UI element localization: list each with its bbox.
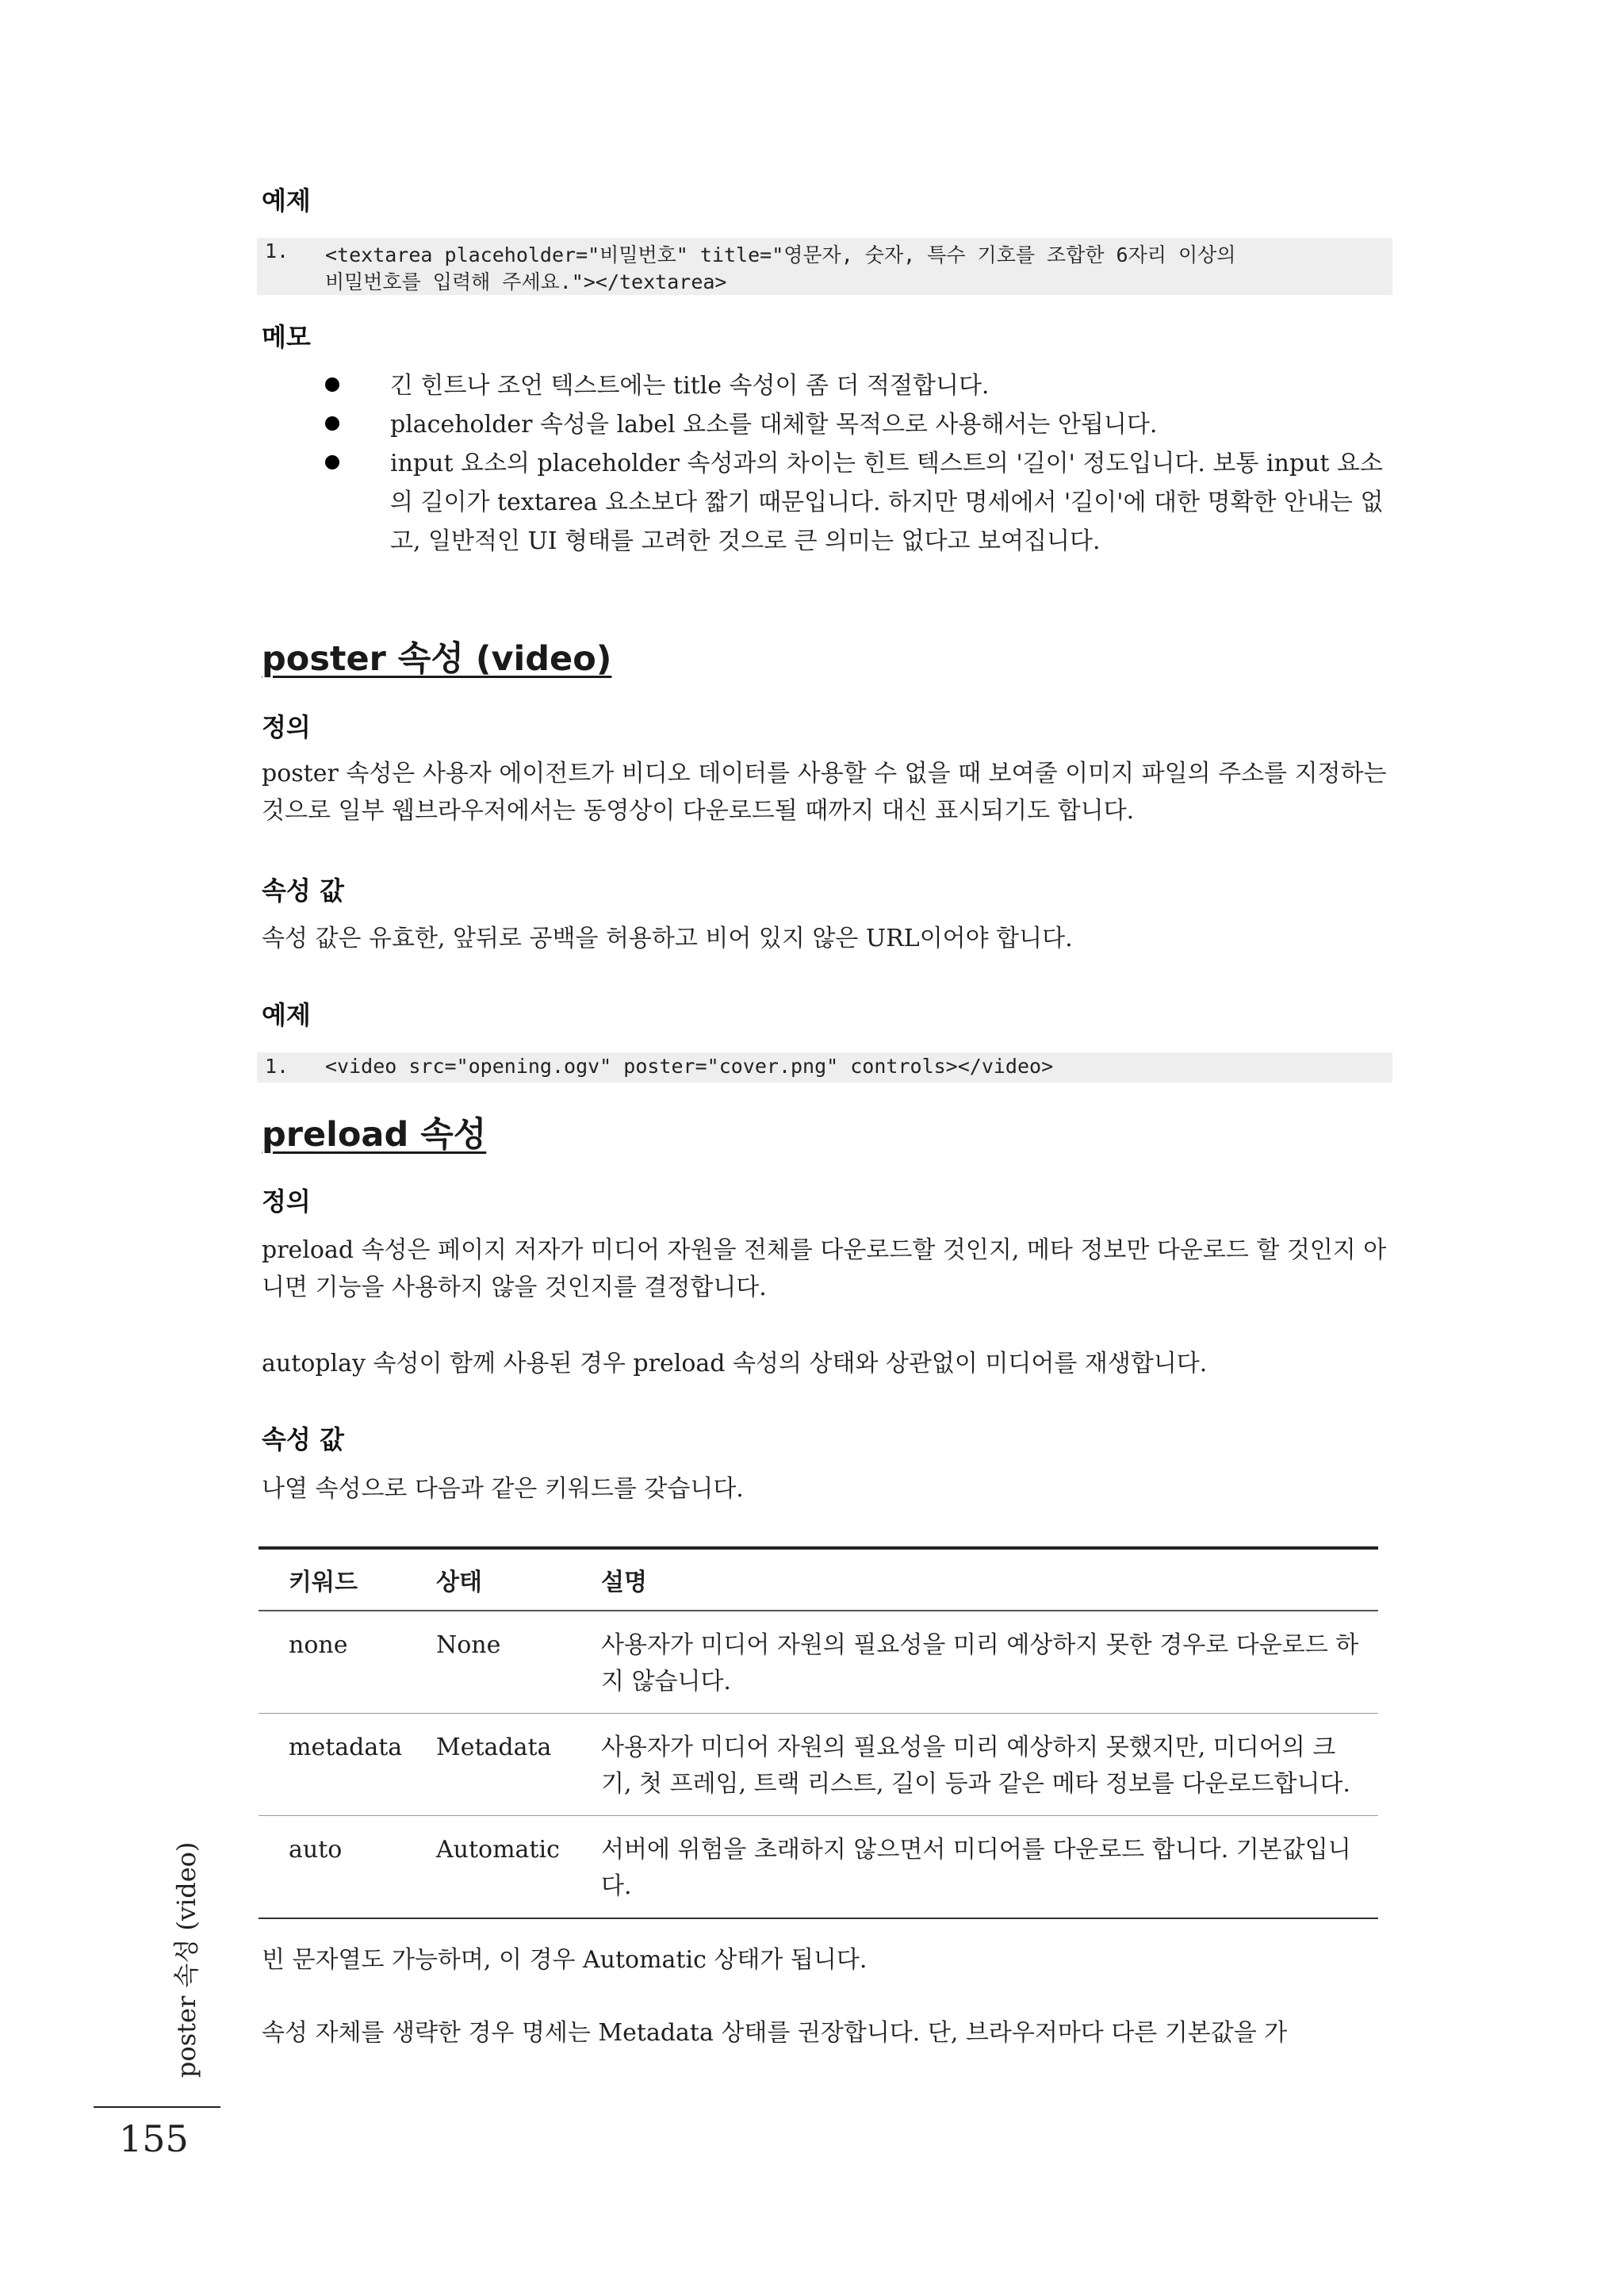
column-header-keyword: 키워드 xyxy=(289,1569,358,1596)
example-heading: 예제 xyxy=(262,186,311,216)
definition-heading: 정의 xyxy=(262,1186,311,1216)
definition-heading: 정의 xyxy=(262,712,311,742)
list-item: 긴 힌트나 조언 텍스트에는 title 속성이 좀 더 적절합니다. xyxy=(262,366,1388,405)
memo-list xyxy=(262,366,1388,561)
preload-definition: preload 속성은 페이지 저자가 미디어 자원을 전체를 다운로드할 것인지, 메타 정보만 다운로드 할 것인지 아니면 기능을 사용하지 않을 것인지를 결정합니다. xyxy=(262,1236,1387,1301)
keyword-table xyxy=(259,1546,1378,1919)
page-number: 155 xyxy=(119,2117,189,2160)
page-rule xyxy=(94,2106,220,2108)
example-heading: 예제 xyxy=(262,1000,311,1030)
poster-definition: poster 속성은 사용자 에이전트가 비디오 데이터를 사용할 수 없을 때 보여줄 이미지 파일의 주소를 지정하는 것으로 일부 웹브라우저에서는 동영상이 다운로드될 때까지 대신 표시되기도 합니다. xyxy=(262,760,1387,825)
cell-description: 사용자가 미디어 자원의 필요성을 미리 예상하지 못했지만, 미디어의 크기, 첫 프레임, 트랙 리스트, 길이 등과 같은 메타 정보를 다운로드합니다. xyxy=(601,1734,1350,1798)
cell-keyword: auto xyxy=(289,1836,343,1864)
code-line: <video src="opening.ogv" poster="cover.png" controls></video> xyxy=(325,1055,1054,1078)
table-row xyxy=(259,1714,1378,1816)
table-row xyxy=(259,1611,1378,1714)
cell-state: Metadata xyxy=(436,1734,552,1761)
cell-state: None xyxy=(436,1631,501,1659)
value-heading: 속성 값 xyxy=(262,875,344,906)
list-item: placeholder 속성을 label 요소를 대체할 목적으로 사용해서는 안됩니다. xyxy=(262,405,1388,444)
cell-keyword: metadata xyxy=(289,1734,403,1761)
table-header-row xyxy=(259,1548,1378,1611)
omitted-attribute-note: 속성 자체를 생략한 경우 명세는 Metadata 상태를 권장합니다. 단, 브라우저마다 다른 기본값을 가 xyxy=(262,2019,1288,2047)
bullet-icon xyxy=(325,416,339,431)
code-line: <textarea placeholder="비밀번호" title="영문자, 숫자, 특수 기호를 조합한 6자리 이상의 xyxy=(325,243,1236,266)
bullet-icon xyxy=(325,455,339,469)
column-header-description: 설명 xyxy=(601,1569,647,1596)
value-intro: 나열 속성으로 다음과 같은 키워드를 갖습니다. xyxy=(262,1475,744,1503)
poster-value-text: 속성 값은 유효한, 앞뒤로 공백을 허용하고 비어 있지 않은 URL이어야 합니다. xyxy=(262,925,1073,952)
code-block-video xyxy=(257,1052,1392,1082)
cell-description: 서버에 위험을 초래하지 않으면서 미디어를 다운로드 합니다. 기본값입니다. xyxy=(601,1836,1351,1900)
section-title-preload: preload 속성 xyxy=(262,1115,487,1155)
code-line-number: 1. xyxy=(265,1055,289,1078)
cell-description: 사용자가 미디어 자원의 필요성을 미리 예상하지 못한 경우로 다운로드 하지 않습니다. xyxy=(601,1631,1359,1695)
running-title: poster 속성 (video) xyxy=(171,1841,201,2078)
cell-state: Automatic xyxy=(436,1836,560,1864)
bullet-icon xyxy=(325,377,339,392)
list-item: input 요소의 placeholder 속성과의 차이는 힌트 텍스트의 '길이' 정도입니다. 보통 input 요소의 길이가 textarea 요소보다 짧기 때문입니다. 하지만 명세에서 '길이'에 대한 명확한 안내는 없고, 일반적인 UI 형태를 고려한 것으로 큰 의미는 없다고 보여집니다. xyxy=(262,444,1388,561)
empty-string-note: 빈 문자열도 가능하며, 이 경우 Automatic 상태가 됩니다. xyxy=(262,1946,868,1974)
column-header-state: 상태 xyxy=(436,1569,482,1596)
value-heading: 속성 값 xyxy=(262,1424,344,1454)
code-block-textarea xyxy=(257,238,1392,295)
memo-heading: 메모 xyxy=(262,322,311,352)
cell-keyword: none xyxy=(289,1631,348,1659)
table-row xyxy=(259,1816,1378,1919)
code-line-continued: 비밀번호를 입력해 주세요."></textarea> xyxy=(325,270,727,293)
code-line-number: 1. xyxy=(265,239,289,262)
autoplay-note: autoplay 속성이 함께 사용된 경우 preload 속성의 상태와 상관없이 미디어를 재생합니다. xyxy=(262,1350,1208,1377)
section-title-poster: poster 속성 (video) xyxy=(262,639,612,679)
